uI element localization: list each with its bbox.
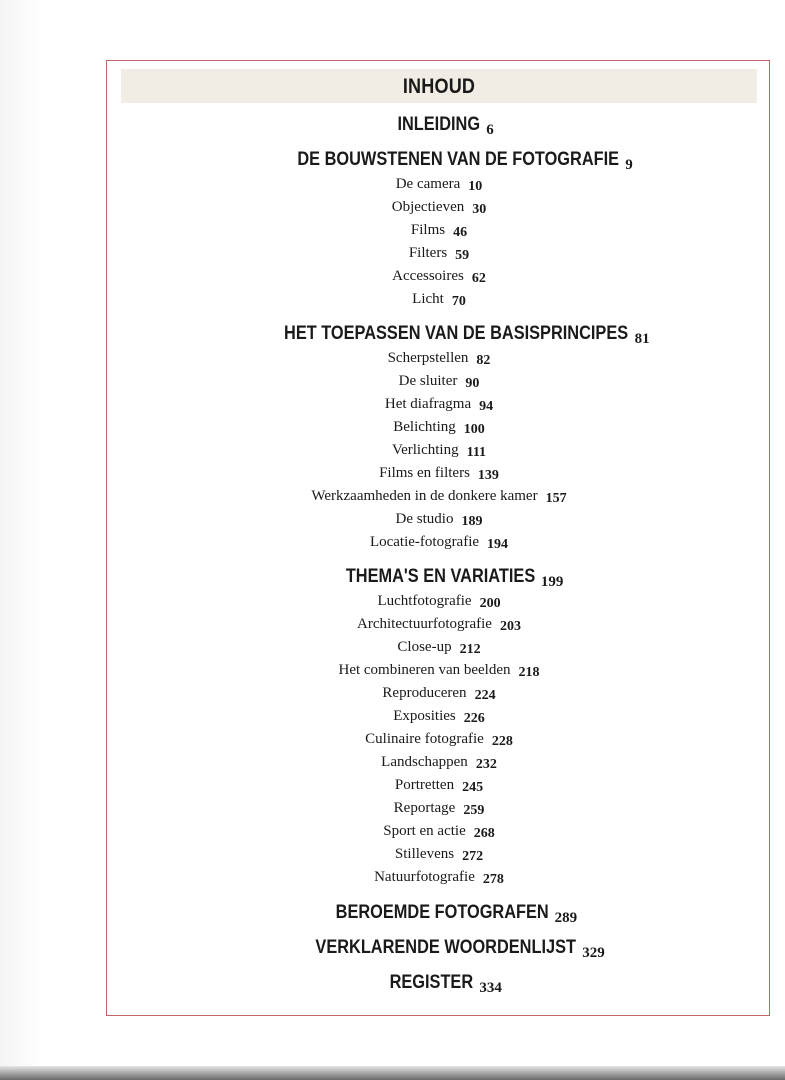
list-item bbox=[107, 705, 771, 728]
table-of-contents bbox=[107, 113, 771, 996]
list-item bbox=[107, 774, 771, 797]
item-label: Werkzaamheden in de donkere kamer bbox=[311, 488, 538, 504]
page-number: 82 bbox=[476, 353, 491, 368]
item-label: Reproduceren bbox=[382, 685, 467, 701]
page-number: 111 bbox=[466, 445, 487, 460]
item-label: Accessoires bbox=[392, 268, 464, 284]
page-number: 218 bbox=[518, 665, 540, 680]
section-label: BEROEMDE FOTOGRAFEN bbox=[335, 902, 549, 923]
page-number: 245 bbox=[462, 780, 484, 795]
page-number: 9 bbox=[625, 157, 633, 173]
item-label: Het diafragma bbox=[384, 396, 472, 412]
item-label: Stillevens bbox=[394, 846, 455, 862]
list-item bbox=[107, 347, 771, 370]
page-number: 194 bbox=[487, 537, 509, 552]
page-number: 90 bbox=[465, 376, 480, 391]
list-item bbox=[107, 462, 771, 485]
item-label: Objectieven bbox=[391, 199, 465, 215]
page-number: 268 bbox=[473, 826, 495, 841]
item-label: Culinaire fotografie bbox=[365, 731, 484, 747]
page-number: 259 bbox=[463, 803, 485, 818]
page-number: 272 bbox=[462, 849, 484, 864]
list-item bbox=[107, 613, 771, 636]
section-label: DE BOUWSTENEN VAN DE FOTOGRAFIE bbox=[297, 149, 620, 170]
list-item bbox=[107, 728, 771, 751]
item-label: Exposities bbox=[393, 708, 456, 724]
list-item bbox=[107, 820, 771, 843]
page-number: 100 bbox=[463, 422, 485, 437]
list-item bbox=[107, 439, 771, 462]
item-label: Verlichting bbox=[391, 442, 459, 458]
list-item bbox=[107, 288, 771, 311]
item-label: De sluiter bbox=[398, 373, 458, 389]
list-item bbox=[107, 485, 771, 508]
scan-bottom-edge bbox=[0, 1066, 785, 1080]
section-entry bbox=[107, 565, 771, 590]
list-item bbox=[107, 797, 771, 820]
page-number: 30 bbox=[472, 202, 487, 217]
page-number: 6 bbox=[486, 122, 494, 138]
page-number: 278 bbox=[482, 872, 504, 887]
item-label: Het combineren van beelden bbox=[338, 662, 511, 678]
item-label: Licht bbox=[412, 291, 444, 307]
page-number: 329 bbox=[582, 945, 605, 961]
page-number: 139 bbox=[477, 468, 499, 483]
list-item bbox=[107, 531, 771, 554]
item-label: Films en filters bbox=[379, 465, 470, 481]
list-item bbox=[107, 219, 771, 242]
scan-left-edge bbox=[0, 0, 42, 1080]
section-label: THEMA'S EN VARIATIES bbox=[345, 566, 535, 587]
page-number: 289 bbox=[554, 910, 578, 926]
section-entry bbox=[107, 971, 771, 996]
list-item bbox=[107, 636, 771, 659]
list-item bbox=[107, 659, 771, 682]
page-number: 59 bbox=[455, 248, 470, 263]
item-label: De camera bbox=[395, 176, 461, 192]
page-number: 157 bbox=[545, 491, 567, 506]
list-item bbox=[107, 265, 771, 288]
item-label: Luchtfotografie bbox=[377, 593, 472, 609]
page-number: 10 bbox=[468, 179, 483, 194]
item-label: Scherpstellen bbox=[387, 350, 469, 366]
page-number: 334 bbox=[479, 980, 502, 996]
item-label: Reportage bbox=[393, 800, 456, 816]
item-label: Portretten bbox=[394, 777, 455, 793]
list-item bbox=[107, 590, 771, 613]
item-label: Sport en actie bbox=[383, 823, 466, 839]
page-number: 228 bbox=[491, 734, 513, 749]
list-item bbox=[107, 393, 771, 416]
page-number: 203 bbox=[499, 619, 521, 634]
section-label: HET TOEPASSEN VAN DE BASISPRINCIPES bbox=[284, 323, 629, 344]
page-number: 226 bbox=[463, 711, 485, 726]
page-number: 70 bbox=[451, 294, 466, 309]
item-label: Landschappen bbox=[381, 754, 468, 770]
page-number: 200 bbox=[479, 596, 501, 611]
section-label: INLEIDING bbox=[397, 114, 481, 135]
list-item bbox=[107, 416, 771, 439]
page-title: INHOUD bbox=[402, 75, 476, 98]
item-label: Locatie-fotografie bbox=[369, 534, 480, 550]
list-item bbox=[107, 196, 771, 219]
section-entry bbox=[107, 148, 771, 173]
list-item bbox=[107, 682, 771, 705]
page-number: 232 bbox=[475, 757, 497, 772]
page-number: 81 bbox=[634, 331, 650, 347]
list-item bbox=[107, 370, 771, 393]
section-entry bbox=[107, 936, 771, 961]
page-number: 224 bbox=[474, 688, 496, 703]
item-label: De studio bbox=[395, 511, 454, 527]
page-number: 189 bbox=[461, 514, 483, 529]
item-label: Belichting bbox=[393, 419, 456, 435]
page-number: 62 bbox=[471, 271, 486, 286]
section-entry bbox=[107, 901, 771, 926]
list-item bbox=[107, 843, 771, 866]
list-item bbox=[107, 751, 771, 774]
item-label: Films bbox=[410, 222, 446, 238]
section-label: VERKLARENDE WOORDENLIJST bbox=[315, 937, 577, 958]
contents-page bbox=[106, 60, 770, 1016]
item-label: Architectuurfotografie bbox=[357, 616, 492, 632]
section-entry-intro bbox=[107, 113, 771, 138]
list-item bbox=[107, 173, 771, 196]
page-number: 212 bbox=[459, 642, 481, 657]
list-item bbox=[107, 866, 771, 889]
page-number: 94 bbox=[479, 399, 494, 414]
section-label: REGISTER bbox=[389, 972, 474, 993]
page-number: 46 bbox=[453, 225, 468, 240]
list-item bbox=[107, 508, 771, 531]
list-item bbox=[107, 242, 771, 265]
item-label: Close-up bbox=[397, 639, 452, 655]
page-number: 199 bbox=[540, 574, 564, 590]
item-label: Filters bbox=[408, 245, 448, 261]
section-entry bbox=[107, 322, 771, 347]
item-label: Natuurfotografie bbox=[374, 869, 475, 885]
